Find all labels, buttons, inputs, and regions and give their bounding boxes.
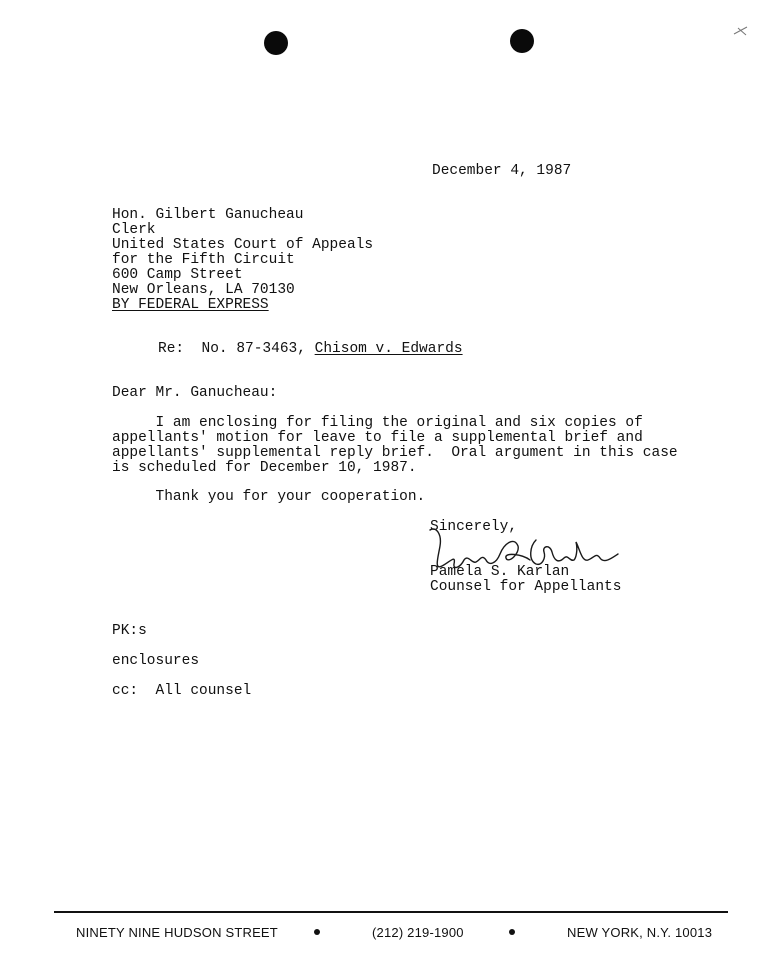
footer-bullet-icon: [509, 929, 515, 935]
body-paragraph-1: [112, 416, 678, 476]
recipient-org-line2: for the Fifth Circuit: [112, 252, 295, 268]
enclosures-note: enclosures: [112, 653, 200, 669]
salutation: Dear Mr. Ganucheau:: [112, 385, 278, 401]
recipient-street: 600 Camp Street: [112, 267, 243, 283]
footer-city: NEW YORK, N.Y. 10013: [567, 925, 713, 940]
delivery-method: BY FEDERAL EXPRESS: [112, 297, 269, 313]
letter-date: December 4, 1987: [432, 163, 572, 179]
hole-punch-right: [510, 29, 534, 53]
recipient-name: Hon. Gilbert Ganucheau: [112, 207, 304, 223]
signer-title: Counsel for Appellants: [430, 579, 622, 595]
body-line: appellants' motion for leave to file a supplemental brief and: [112, 430, 643, 446]
case-name: Chisom v. Edwards: [314, 341, 463, 357]
case-number: No. 87-3463,: [201, 341, 306, 357]
re-label: Re:: [158, 341, 185, 357]
signer-name: Pamela S. Karlan: [430, 564, 570, 580]
footer-bullet-icon: [314, 929, 320, 935]
footer-address: NINETY NINE HUDSON STREET: [76, 925, 278, 940]
hole-punch-left: [264, 31, 288, 55]
recipient-address: [112, 208, 373, 313]
body-line: is scheduled for December 10, 1987.: [112, 460, 417, 476]
re-line: [158, 342, 463, 357]
typist-initials: PK:s: [112, 623, 147, 639]
body-line: I am enclosing for filing the original and six copies of: [112, 415, 643, 431]
closing-sign-off: Sincerely,: [430, 519, 518, 535]
recipient-city: New Orleans, LA 70130: [112, 282, 295, 298]
body-line: appellants' supplemental reply brief. Oral argument in this case: [112, 445, 678, 461]
cc-note: cc: All counsel: [112, 683, 252, 699]
footer-phone: (212) 219-1900: [372, 925, 464, 940]
corner-mark-icon: [732, 24, 750, 38]
body-paragraph-2: Thank you for your cooperation.: [112, 489, 426, 505]
recipient-org-line1: United States Court of Appeals: [112, 237, 374, 253]
footer-rule: [54, 911, 728, 913]
recipient-title: Clerk: [112, 222, 156, 238]
